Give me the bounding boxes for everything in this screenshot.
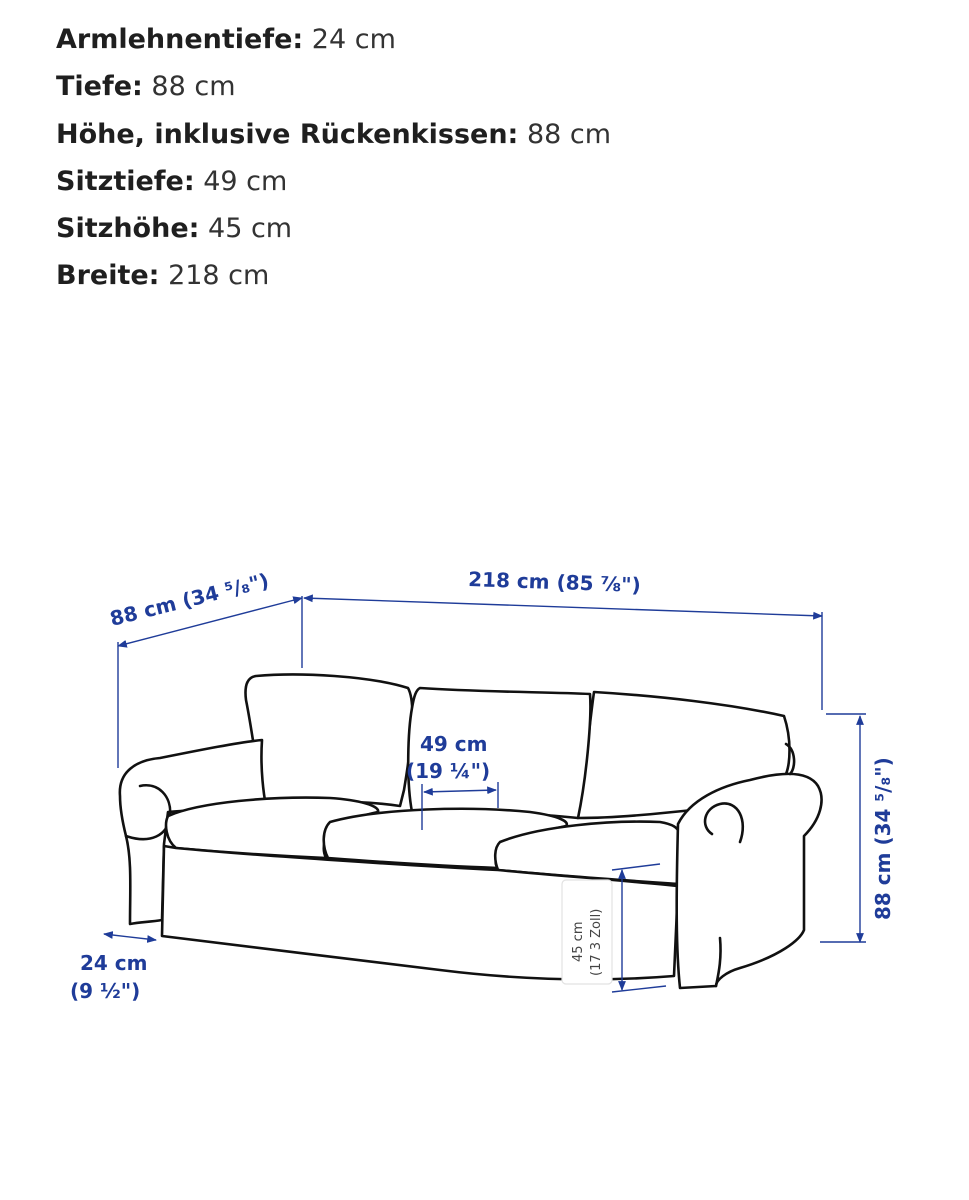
- spec-label: Tiefe:: [56, 71, 143, 103]
- spec-label: Höhe, inklusive Rückenkissen:: [56, 118, 519, 150]
- seat-height-label-box: [562, 880, 612, 984]
- depth-label: 88 cm (34 ⁵/₈"): [107, 568, 272, 631]
- spec-value: 88 cm: [142, 71, 236, 103]
- spec-label: Sitztiefe:: [56, 165, 195, 197]
- seat-depth-label-line2: (19 ¼"): [406, 759, 491, 783]
- sofa-illustration: [120, 675, 822, 989]
- dimensions-spec-list: [56, 20, 611, 304]
- spec-height-with-cushions: [56, 115, 611, 162]
- spec-seat-depth: [56, 162, 611, 209]
- spec-label: Armlehnentiefe:: [56, 24, 304, 55]
- armrest-dimension-line: [104, 934, 156, 940]
- spec-armrest-depth: [56, 20, 611, 67]
- spec-label: Sitzhöhe:: [56, 213, 200, 245]
- width-dimension-line: [304, 598, 822, 616]
- spec-depth: [56, 67, 611, 114]
- seat-height-label-line2: (17 3 Zoll): [589, 908, 604, 976]
- back-cushion-left: [245, 675, 412, 807]
- spec-label: Breite:: [56, 260, 160, 292]
- seat-height-extension-bottom: [612, 986, 666, 992]
- spec-value: 49 cm: [194, 165, 288, 197]
- seat-depth-label-line1: 49 cm: [420, 732, 488, 756]
- right-armrest: [677, 774, 822, 988]
- height-label: 88 cm (34 ⁵/₈"): [871, 757, 895, 920]
- spec-width: [56, 256, 611, 303]
- spec-seat-height: [56, 209, 611, 256]
- sofa-dimension-diagram: [0, 540, 969, 1020]
- spec-value: 45 cm: [199, 213, 293, 245]
- spec-value: 218 cm: [159, 260, 270, 292]
- seat-height-label-line1: 45 cm: [571, 921, 586, 962]
- spec-value: 24 cm: [303, 24, 396, 55]
- armrest-label-line1: 24 cm: [80, 951, 148, 975]
- armrest-label-line2: (9 ½"): [70, 979, 141, 1003]
- spec-value: 88 cm: [518, 118, 612, 150]
- width-label: 218 cm (85 ⅞"): [467, 567, 642, 598]
